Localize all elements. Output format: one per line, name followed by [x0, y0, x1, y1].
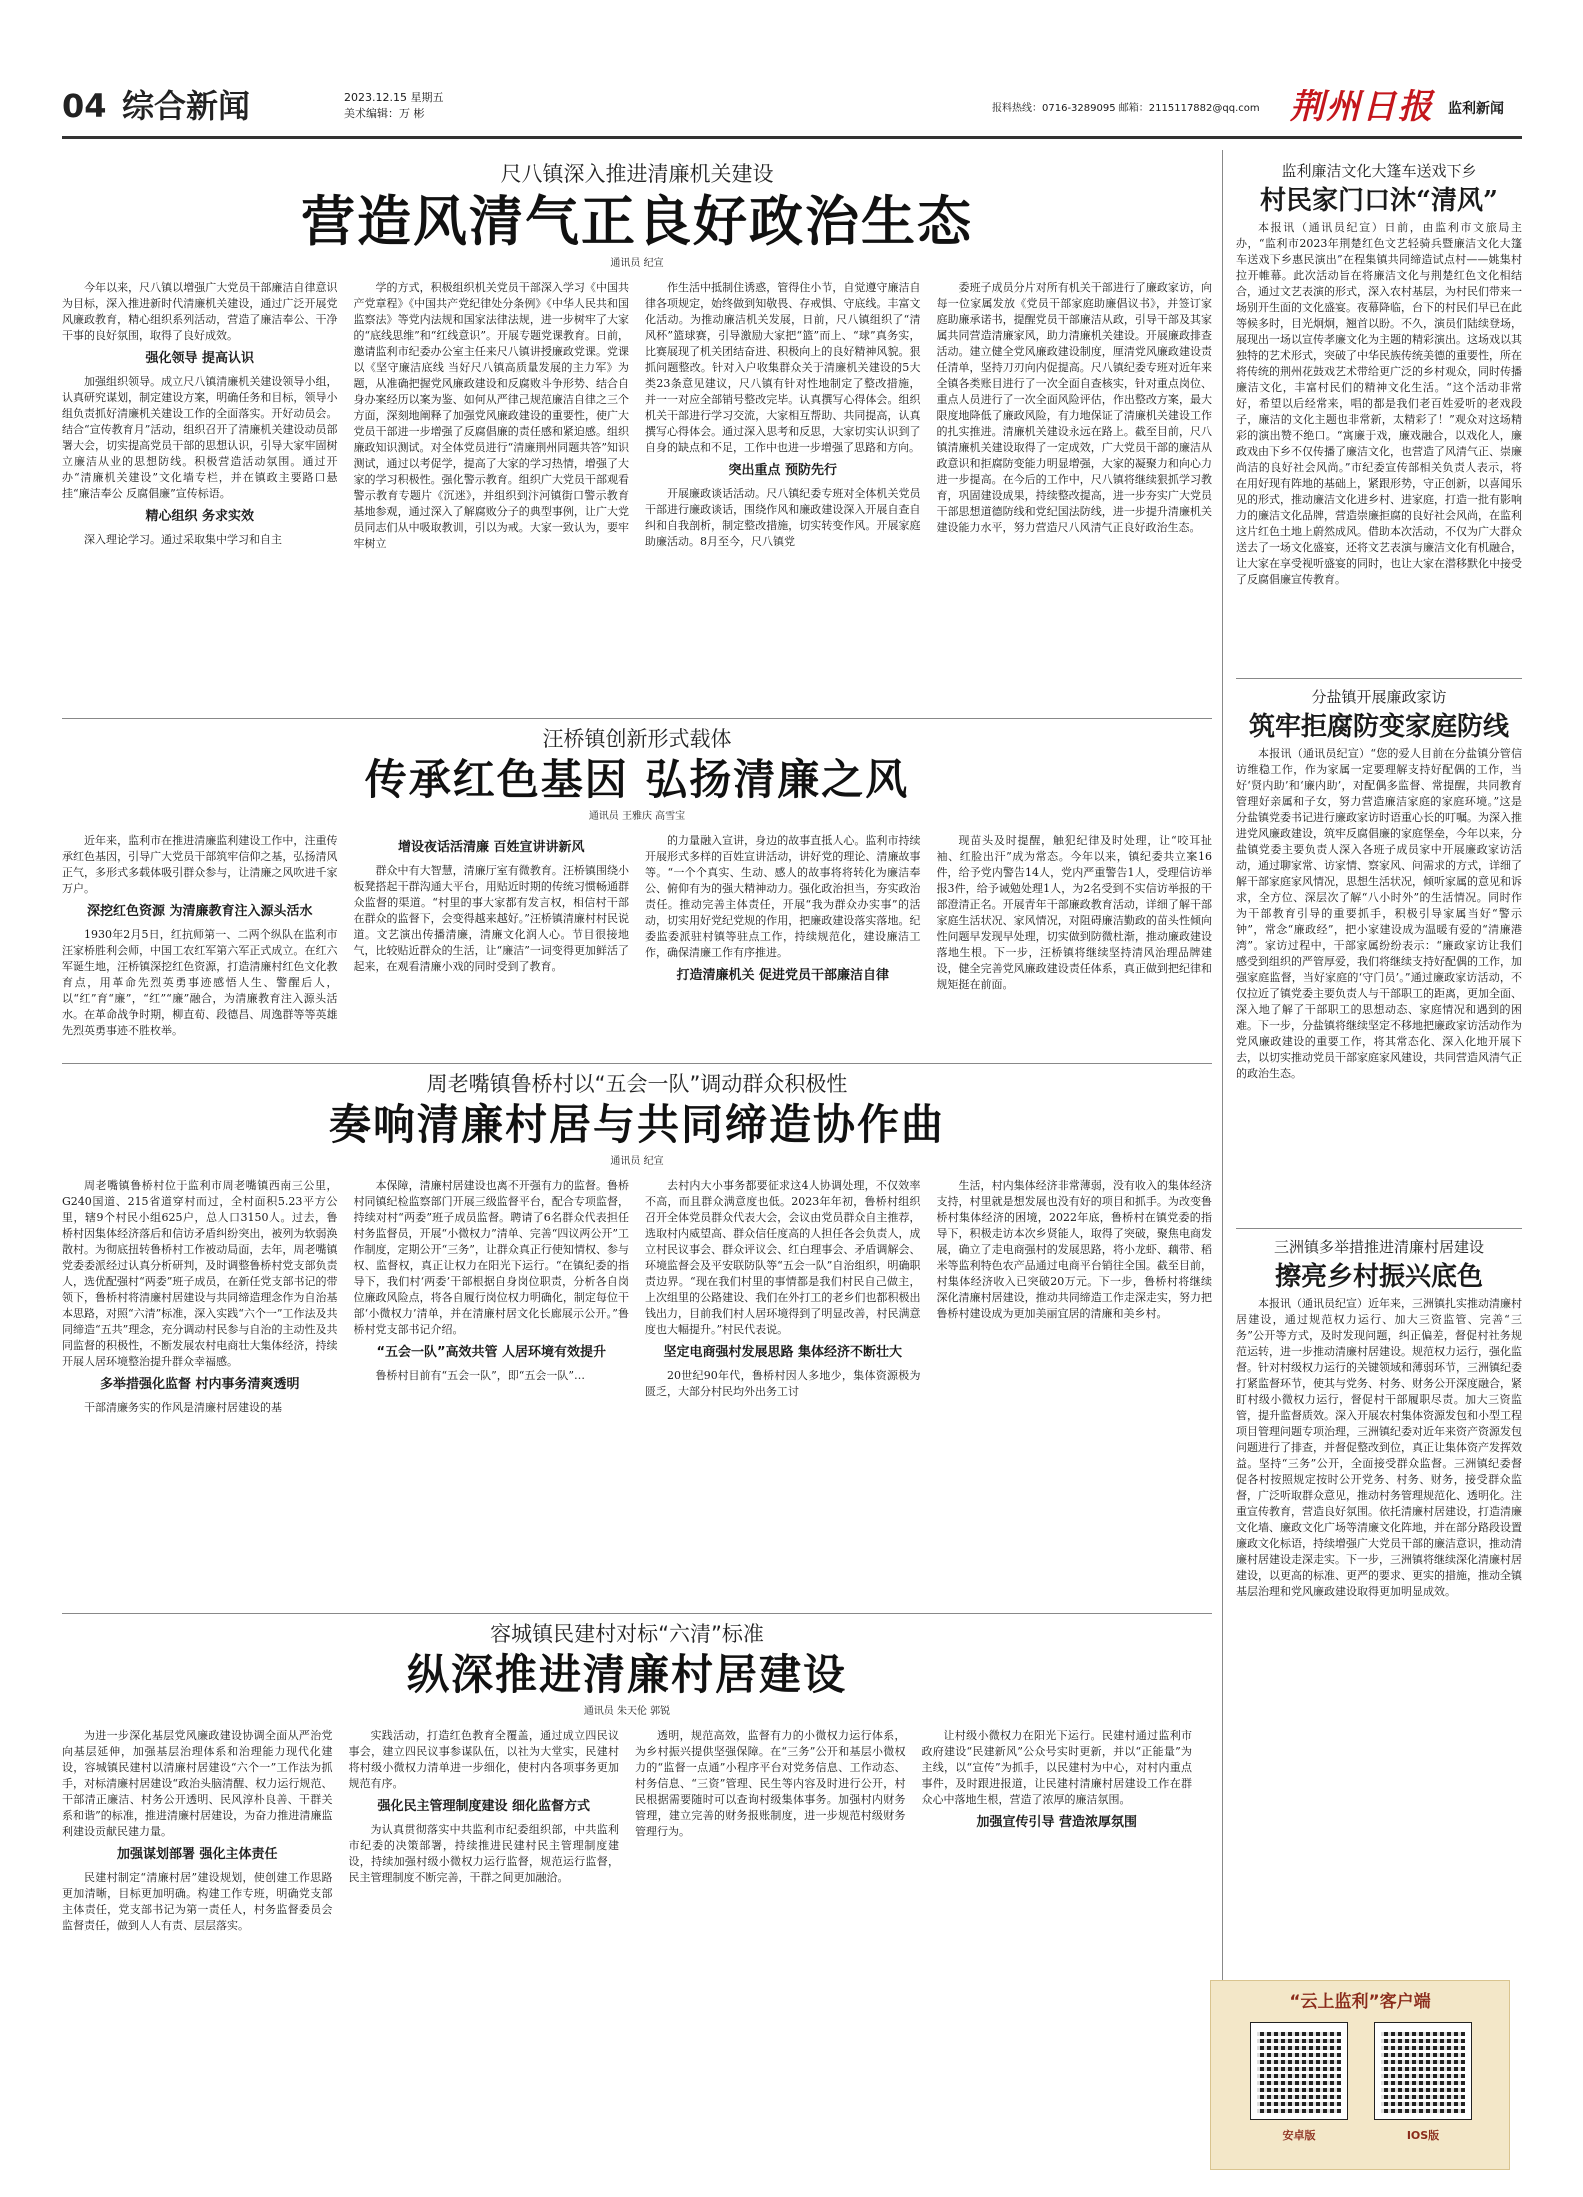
- column-divider: [1222, 150, 1223, 2170]
- paragraph: 去村内大小事务都要征求这4人协调处理，不仅效率不高，而且群众满意度也低。2023年年初，鲁桥村组织召开全体党员群众代表大会，会议由党员群众自主推荐，选取村内威望高、群众信任度高的人担任各会负责人，成立村民议事会、群众评议会、红白理事会、矛盾调解会、环境监督会及平安联防队等“五会一队”自治组织，明确职责边界。“现在我们村里的事情都是我们村民自己做主，上次组里的公路建设、我们在外打工的老乡们也都积极出钱出力，目前我们村人居环境得到了明显改善，村民满意度也大幅提升。”村民代表说。: [645, 1179, 921, 1336]
- article-kicker: 周老嘴镇鲁桥村以“五会一队”调动群众积极性: [426, 1072, 848, 1096]
- ios-qr-code[interactable]: [1375, 2023, 1471, 2119]
- article-kicker: 容城镇民建村对标“六清”标准: [490, 1622, 764, 1646]
- paragraph: 1930年2月5日，红抗师第一、二两个纵队在监利市汪家桥胜利会师，中国工农红军第六军正式成立。在红六军诞生地，汪桥镇深挖红色资源，打造清廉村红色文化教育点，用革命先烈英勇事迹感悟人生、警醒后人，以“红”育“廉”，“红”“廉”融合，为清廉教育注入源头活水。在革命战争时期，柳直荀、段德昌、周逸群等等英雄先烈英勇事迹不胜枚举。: [62, 928, 338, 1037]
- subheading: 多举措强化监督 村内事务清爽透明: [99, 1377, 300, 1392]
- article-byline: 通讯员 朱天伦 郭锐: [583, 1706, 671, 1717]
- contact-info: 报料热线：0716-3289095 邮箱：2115117882@qq.com: [992, 103, 1260, 114]
- paragraph: 群众中有大智慧，清廉厅室有微教育。汪桥镇围绕小板凳搭起干群沟通大平台，用贴近时期的传统习惯畅通群众监督的渠道。“村里的事大家都有发言权，相信村干部在群众的监督下，会变得越来越好。”汪桥镇清廉村村民说道。文艺演出传播清廉，清廉文化润人心。节目很接地气，比较贴近群众的生活，让“廉洁”一词变得更加鲜活了起来，在观看清廉小戏的同时受到了教育。: [353, 864, 629, 973]
- subheading: 突出重点 预防先行: [728, 463, 838, 478]
- issue-date: 2023.12.15 星期五: [344, 91, 444, 104]
- paragraph: 近年来，监利市在推进清廉监利建设工作中，注重传承红色基因，引导广大党员干部筑牢信仰之基，弘扬清风正气，多形式多载体吸引群众参与，让清廉之风吹进千家万户。: [62, 834, 338, 895]
- subheading: “五会一队”高效共管 人居环境有效提升: [376, 1345, 607, 1360]
- paragraph: 本报讯（通讯员纪宣）近年来，三洲镇扎实推动清廉村居建设，通过规范权力运行、加大三资监管、完善“三务”公开等方式，及时发现问题，纠正偏差，督促村社务规范运转，进一步推动清廉村居建设。规范权力运行，强化监督。针对村级权力运行的关键领域和薄弱环节，三洲镇纪委打紧监督环节，使其与党务、村务、财务公开深度融合，紧盯村级小微权力运行，督促村干部履职尽责。加大三资监管，提升监督质效。深入开展农村集体资源发包和小型工程项目管理问题专项治理，三洲镇纪委对近年来资产资源发包问题进行了排查，并督促整改到位，真正让集体资产发挥效益。坚持“三务”公开，全面接受群众监督。三洲镇纪委督促各村按照规定按时公开党务、村务、财务，接受群众监督，广泛听取群众意见，推动村务管理规范化、透明化。注重宣传教育，营造良好氛围。依托清廉村居建设，打造清廉文化墙、廉政文化广场等清廉文化阵地，并在部分路段设置廉政文化标语，持续增强广大党员干部的廉洁意识，推动清廉村居建设走深走实。下一步，三洲镇将继续深化清廉村居建设，以更高的标准、更严的要求、更实的措施，推动全镇基层治理和党风廉政建设取得更加明显成效。: [1236, 1297, 1522, 1598]
- paragraph: 作生活中抵制住诱惑，管得住小节，自觉遵守廉洁自律各项规定，始终做到知敬畏、存戒惧、守底线。丰富文化活动。为推动廉洁机关发展，日前，尺八镇组织了“清风杯”篮球赛，引导激励大家把“篮”而上、“球”真务实，比赛展现了机关团结奋进、积极向上的良好精神风貌。狠抓问题整改。针对入户收集群众关于清廉机关建设的5大类23条意见建议，尺八镇有针对性地制定了整改措施，并一一对应全部销号整改完毕。认真撰写心得体会。组织机关干部进行学习交流，大家相互帮助、共同提高，认真撰写心得体会。通过深入思考和反思，大家切实认识到了自身的缺点和不足，工作中也进一步增强了思路和方向。: [645, 281, 921, 454]
- article-headline: 传承红色基因 弘扬清廉之风: [364, 755, 910, 804]
- subheading: 加强宣传引导 营造浓厚氛围: [976, 1815, 1138, 1830]
- article-kicker: 三洲镇多举措推进清廉村居建设: [1273, 1238, 1484, 1256]
- paragraph: 今年以来，尺八镇以增强广大党员干部廉洁自律意识为目标，深入推进新时代清廉机关建设，通过广泛开展党风廉政教育，精心组织系列活动，营造了廉洁奉公、干净干事的良好氛围，取得了良好成效。: [62, 281, 338, 342]
- subheading: 加强谋划部署 强化主体责任: [116, 1847, 278, 1862]
- paragraph: 本报讯（通讯员纪宣）“您的爱人目前在分盐镇分管信访维稳工作，作为家属一定要理解支持好配偶的工作，当好‘贤内助’和‘廉内助’，对配偶多监督、常提醒，共同教育管理好亲属和子女，努力营造廉洁家庭的家庭环境。”这是分盐镇党委书记进行廉政家访时语重心长的叮嘱。为深入推进党风廉政建设，筑牢反腐倡廉的家庭堡垒，今年以来，分盐镇党委主要负责人深入各班子成员家中开展廉政家访活动，通过聊家常、访家情、察家风、问需求的方式，详细了解干部家庭家风情况，思想生活状况，倾听家属的意见和诉求，全方位、深层次了解“八小时外”的生活情况。同时作为干部教育引导的重要抓手，积极引导家属当好“警示钟”，常念“廉政经”，把小家建设成为温暖有爱的“清廉港湾”。家访过程中，干部家属纷纷表示：“廉政家访让我们感受到组织的严管厚爱，我们将继续支持好配偶的工作，加强家庭监督，当好家庭的‘守门员’。”通过廉政家访活动，不仅拉近了镇党委主要负责人与干部职工的距离，更加全面、深入地了解了干部职工的思想动态、家庭情况和遇到的困难。下一步，分盐镇将继续坚定不移地把廉政家访活动作为党风廉政建设的重要工作，将其常态化、深入化地开展下去，以切实推动党员干部家庭家风建设，共同营造风清气正的政治生态。: [1236, 747, 1522, 1080]
- subheading: 强化领导 提高认识: [145, 351, 255, 366]
- paragraph: 民建村制定“清廉村居”建设规划，使创建工作思路更加清晰，目标更加明确。构建工作专班，明确党支部主体责任，党支部书记为第一责任人，村务监督委员会监督责任，做到人人有责、层层落实。: [62, 1871, 333, 1932]
- divider: [1236, 678, 1522, 679]
- paragraph: 本报讯（通讯员纪宣）日前，由监利市文旅局主办，“监利市2023年荆楚红色文艺轻骑兵暨廉洁文化大篷车送戏下乡惠民演出”在程集镇共同缔造试点村——姚集村拉开帷幕。此次活动旨在将廉洁文化与荆楚红色文化相结合，通过文艺表演的形式，深入农村基层，为村民们带来一场别开生面的文化盛宴。夜幕降临，台下的村民们早已在此等候多时，目光炯炯，翘首以盼。不久，演员们陆续登场，展现出一场以宣传孝廉文化为主题的精彩演出。这场戏以其独特的艺术形式，突破了中华民族传统美德的重要性，所在将传统的荆州花鼓戏艺术带给更广泛的乡村观众，同时传播廉洁文化，丰富村民们的精神文化生活。“这个活动非常好，希望以后经常来，唱的都是我们老百姓爱听的老戏段子，廉洁的文化主题也非常新，太精彩了！”观众对这场精彩的演出赞不绝口。“寓廉于戏，廉戏融合，以戏化人，廉政戏由下乡不仅传播了廉洁文化，也营造了风清气正、崇廉尚洁的良好社会风尚。”市纪委宣传部相关负责人表示，将在用好现有阵地的基础上，紧跟形势，守正创新，以喜闻乐见的形式，推动廉洁文化进乡村、进家庭，打造一批有影响力的廉洁文化品牌，营造崇廉拒腐的良好社会风尚，在监利这片红色土地上蔚然成风。借助本次活动，不仅为广大群众送去了一场文化盛宴，还将文艺表演与廉洁文化有机融合，让大家在享受视听盛宴的同时，也让大家在潜移默化中接受了反腐倡廉宣传教育。: [1236, 221, 1522, 586]
- android-label: 安卓版: [1282, 2129, 1316, 2142]
- article-headline: 纵深推进清廉村居建设: [406, 1650, 847, 1699]
- app-download-box: [1210, 1980, 1510, 2170]
- paragraph: 开展廉政谈话活动。尺八镇纪委专班对全体机关党员干部进行廉政谈话，围绕作风和廉政建设深入开展自查自纠和自我剖析，制定整改措施，切实转变作风。开展家庭助廉活动。8月至今，尺八镇党: [645, 487, 921, 548]
- page-number: 04: [62, 87, 107, 125]
- divider: [62, 1063, 1212, 1064]
- paragraph: 生活，村内集体经济非常薄弱，没有收入的集体经济支持，村里就是想发展也没有好的项目和抓手。为改变鲁桥村集体经济的困境，2022年底，鲁桥村在镇党委的指导下，积极走访本次乡贤能人，取得了突破，聚焦电商发展，确立了走电商强村的发展思路，将小龙虾、藕带、稻米等监利特色农产品通过电商平台销往全国。截至目前，村集体经济收入已突破20万元。下一步，鲁桥村将继续深化清廉村居建设，推动共同缔造工作走深走实，努力把鲁桥村建设成为更加美丽宜居的清廉和美乡村。: [936, 1179, 1212, 1320]
- article-kicker: 监利廉洁文化大篷车送戏下乡: [1281, 162, 1477, 180]
- section-title: 综合新闻: [122, 87, 251, 125]
- paragraph: 本保障，清廉村居建设也离不开强有力的监督。鲁桥村同镇纪检监察部门开展三级监督平台，配合专项监督，持续对村“两委”班子成员监督。聘请了6名群众代表担任村务监督员，开展“小微权力”清单、完善“四议两公开”工作制度，定期公开“三务”，让群众真正行使知情权、参与权、监督权，真正让权力在阳光下运行。“在镇纪委的指导下，我们村‘两委’干部根据自身岗位职责，分析各自岗位廉政风险点，将各自履行岗位权力明确化，制定每位干部‘小微权力’清单，并在清廉村居文化长廊展示公开。”鲁桥村党支部书记介绍。: [353, 1179, 629, 1336]
- paragraph: 的力量融入宣讲，身边的故事直抵人心。监利市持续开展形式多样的百姓宣讲活动，讲好党的理论、清廉故事等。“一个个真实、生动、感人的故事将将转化为廉洁奉公、俯仰有为的强大精神动力。强化政治担当，夯实政治责任。推动完善主体责任，开展“我为群众办实事”的活动，切实用好党纪党规的作用，把廉政建设落实落地。纪委监委派驻村镇等驻点工作，持续规范化，建设廉洁工作，确保清廉工作有序推进。: [645, 834, 921, 959]
- android-qr-code[interactable]: [1251, 2023, 1347, 2119]
- article-kicker: 汪桥镇创新形式载体: [542, 727, 732, 751]
- paragraph: 学的方式，积极组织机关党员干部深入学习《中国共产党章程》《中国共产党纪律处分条例》《中华人民共和国监察法》等党内法规和国家法律法规，进一步树牢了大家的“底线思维”和“红线意识”。开展专题党课教育。日前，邀请监利市纪委办公室主任来尺八镇讲授廉政党课。党课以《坚守廉洁底线 当好尺八镇高质量发展的主力军》为题，从准确把握党风廉政建设和反腐败斗争形势、结合自身办案经历以案为鉴、如何从严律己规范廉洁自律之三个方面，深刻地阐释了加强党风廉政建设的重要性，使广大党员干部进一步增强了反腐倡廉的责任感和紧迫感。组织廉政知识测试。对全体党员进行“清廉荆州同题共答”知识测试，通过以考促学，提高了大家的学习热情，增强了大家的学习积极性。强化警示教育。组织广大党员干部观看警示教育专题片《沉迷》，并组织到汴河镇街口警示教育基地参观，通过深入了解腐败分子的典型事例，让广大党员同志们从中吸取教训，引以为戒。大家一致认为，要牢牢树立: [353, 281, 629, 550]
- article-byline: 通讯员 纪宣: [610, 258, 664, 269]
- newspaper-logo: 荆州日报: [1290, 87, 1434, 127]
- article-luqiaocun: [62, 1070, 1212, 1610]
- ios-label: IOS版: [1406, 2129, 1440, 2142]
- divider: [1236, 1228, 1522, 1229]
- article-headline: 奏响清廉村居与共同缔造协作曲: [328, 1100, 945, 1149]
- masthead: [62, 86, 1522, 130]
- sidebar-article-family-visits: [1236, 686, 1522, 1221]
- section-name: 监利新闻: [1448, 101, 1504, 117]
- paragraph: 为认真贯彻落实中共监利市纪委组织部，中共监利市纪委的决策部署，持续推进民建村民主管理制度建设，持续加强村级小微权力运行监督，规范运行监督，民主管理制度不断完善，干群之间更加融洽。: [348, 1823, 619, 1884]
- paragraph: 让村级小微权力在阳光下运行。民建村通过监利市政府建设“民建新风”公众号实时更新，并以“正能量”为主线，以“宣传”为抓手，以民建村为中心，对村内重点事件，及时跟进报道，让民建村清廉村居建设工作在群众心中落地生根，营造了浓厚的廉洁氛围。: [921, 1729, 1192, 1806]
- divider: [62, 1613, 1212, 1614]
- article-headline: 营造风清气正良好政治生态: [301, 189, 973, 253]
- paragraph: 周老嘴镇鲁桥村位于监利市周老嘴镇西南三公里，G240国道、215省道穿村而过，全村面积5.23平方公里，辖9个村民小组625户，总人口3150人。过去，鲁桥村因集体经济落后和信访矛盾纠纷突出，被列为软弱涣散村。为彻底扭转鲁桥村工作被动局面，去年，周老嘴镇党委委派经过认真分析研判，及时调整鲁桥村党支部负责人，选优配强村“两委”班子成员，在新任党支部书记的带领下，鲁桥村将清廉村居建设与共同缔造理念作为自治基本思路，对照“六清”标准，深入实践“六个一”工作法及共同缔造“五共”理念，充分调动村民参与自治的主动性及共同监督的积极性，不断发展农村电商壮大集体经济，持续开展人居环境整治提升群众幸福感。: [62, 1179, 338, 1368]
- paragraph: 20世纪90年代，鲁桥村因人多地少，集体资源极为匮乏，大部分村民均外出务工讨: [645, 1369, 921, 1398]
- paragraph: 实践活动，打造红色教育全覆盖，通过成立四民议事会，建立四民议事参谋队伍，以社为大堂实，民建村将村级小微权力清单进一步细化，使村内各项事务更加规范有序。: [348, 1729, 619, 1790]
- paragraph: 现苗头及时提醒，触犯纪律及时处理，让“咬耳扯袖、红脸出汗”成为常态。今年以来，镇纪委共立案16件，给予党内警告14人，党内严重警告1人，受理信访举报3件，给予诫勉处理1人，为2名受到不实信访举报的干部澄清正名。开展青年干部廉政教育活动，详细了解干部家庭生活状况、家风情况，对阻碍廉洁勤政的苗头性倾向性问题早发现早处理，切实做到防微杜渐，推动廉政建设落地生根。下一步，汪桥镇将继续坚持清风治理品牌建设，健全完善党风廉政建设责任体系，真正做到把纪律和规矩挺在前面。: [936, 834, 1212, 991]
- paragraph: 透明，规范高效，监督有力的小微权力运行体系，为乡村振兴提供坚强保障。在“三务”公开和基层小微权力的“监督一点通”小程序平台对党务信息、工作动态、村务信息、“三资”管理、民生等内容及时进行公开，村民根据需要随时可以查询村级集体事务。加强村内财务管理，建立完善的财务报账制度，进一步规范村级财务管理行为。: [635, 1729, 906, 1838]
- article-headline: 村民家门口沐“清风”: [1260, 186, 1498, 216]
- article-headline: 擦亮乡村振兴底色: [1274, 1262, 1483, 1292]
- article-wangqiaozhen: [62, 725, 1212, 1060]
- article-kicker: 尺八镇深入推进清廉机关建设: [500, 162, 774, 186]
- editor-credit: 美术编辑：万 彬: [344, 107, 425, 120]
- article-headline: 筑牢拒腐防变家庭防线: [1248, 712, 1509, 742]
- subheading: 深挖红色资源 为清廉教育注入源头活水: [86, 904, 313, 919]
- paragraph: 为进一步深化基层党风廉政建设协调全面从严治党向基层延伸，加强基层治理体系和治理能力现代化建设，容城镇民建村以清廉村居建设“六个一”工作法为抓手，对标清廉村居建设“政治头脑清醒、权力运行规范、干部清正廉洁、村务公开透明、民风淳朴良善、干群关系和谐”的标准，推进清廉村居建设，为奋力推进清廉监利建设贡献民建力量。: [62, 1729, 333, 1838]
- subheading: 坚定电商强村发展思路 集体经济不断壮大: [663, 1345, 903, 1360]
- paragraph: 加强组织领导。成立尺八镇清廉机关建设领导小组，认真研究谋划，制定建设方案，明确任务和目标，领导小组负责抓好清廉机关建设工作的全面落实。开好动员会。结合“宣传教育月”活动，组织召开了清廉机关建设动员部署大会，切实提高党员干部的思想认识，引导大家牢固树立廉洁从业的思想防线。积极营造活动氛围。通过开办“清廉机关建设”文化墙专栏，并在镇政主要路口悬挂“廉洁奉公 反腐倡廉”宣传标语。: [62, 375, 338, 500]
- article-minjiancun: [62, 1620, 1192, 2180]
- article-chibazhen: [62, 160, 1212, 715]
- article-byline: 通讯员 纪宣: [610, 1156, 664, 1167]
- paragraph: 委班子成员分片对所有机关干部进行了廉政家访，向每一位家属发放《党员干部家庭助廉倡议书》，并签订家庭助廉承诺书，提醒党员干部廉洁从政，引导干部及其家属共同营造清廉家风，助力清廉机关建设。开展廉政排查活动。建立健全党风廉政建设制度，厘清党风廉政建设责任清单，坚持刀刃向内促提高。尺八镇纪委专班对近年来全镇各类账目进行了一次全面自查核实，针对重点岗位、重点人员进行了一次全面风险评估，作出整改方案，最大限度地降低了廉政风险，有力地保证了清廉机关建设工作的扎实推进。清廉机关建设永远在路上。截至目前，尺八镇清廉机关建设取得了一定成效，广大党员干部的廉洁从政意识和拒腐防变能力明显增强，大家的凝聚力和向心力进一步提高。在今后的工作中，尺八镇将继续狠抓学习教育，巩固建设成果，持续整改提高，进一步夯实广大党员干部思想道德防线和党纪国法防线，进一步提升清廉机关建设能力水平，努力营造尺八风清气正良好政治生态。: [936, 281, 1212, 534]
- subheading: 增设夜话活清廉 百姓宣讲讲新风: [397, 840, 585, 855]
- paragraph: 干部清廉务实的作风是清廉村居建设的基: [84, 1401, 282, 1414]
- paragraph: 鲁桥村目前有“五会一队”，即“五会一队”…: [375, 1369, 585, 1382]
- app-title: “云上监利”客户端: [1289, 1992, 1431, 2012]
- sidebar-article-sanzhou: [1236, 1236, 1522, 1966]
- article-kicker: 分盐镇开展廉政家访: [1311, 688, 1447, 706]
- paragraph: 深入理论学习。通过采取集中学习和自主: [84, 533, 282, 546]
- article-byline: 通讯员 王雅庆 高雪宝: [588, 811, 686, 822]
- divider: [62, 718, 1212, 719]
- sidebar-article-culture-caravan: [1236, 160, 1522, 670]
- subheading: 强化民主管理制度建设 细化监督方式: [377, 1799, 591, 1814]
- subheading: 打造清廉机关 促进党员干部廉洁自律: [676, 968, 890, 983]
- masthead-rule: [62, 136, 1522, 139]
- subheading: 精心组织 务求实效: [145, 509, 255, 524]
